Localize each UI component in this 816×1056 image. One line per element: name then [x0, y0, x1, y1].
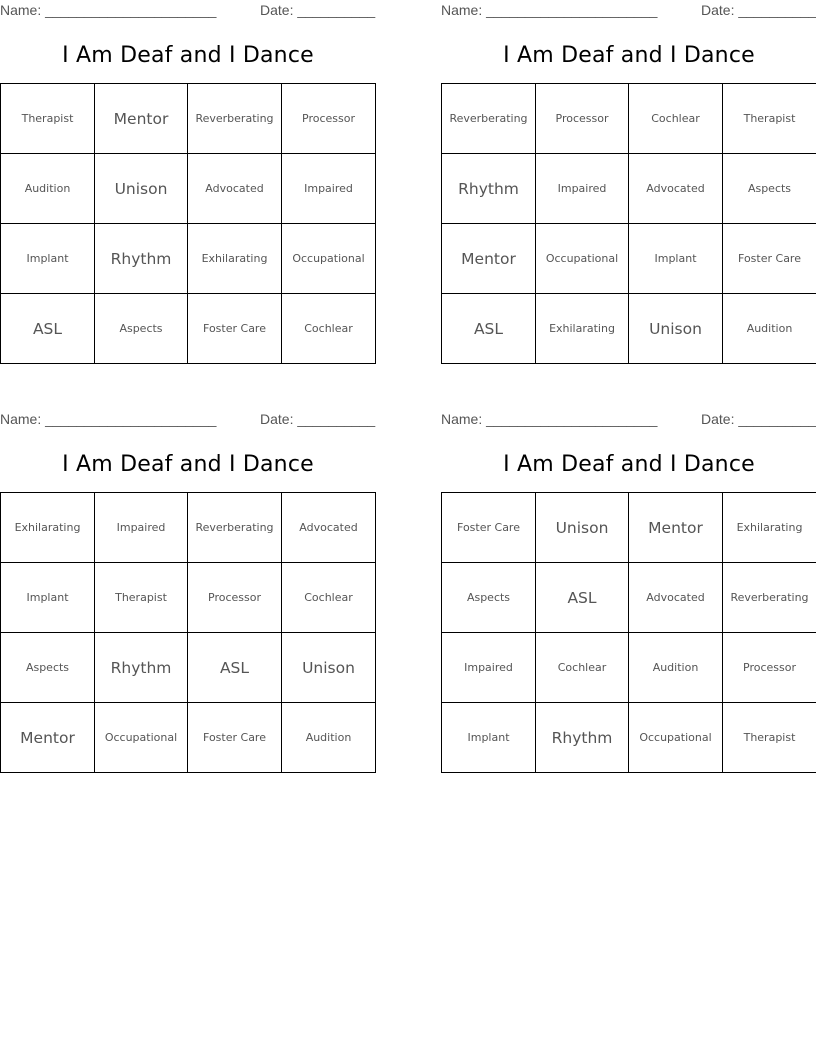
bingo-cell: Rhythm [536, 703, 629, 772]
bingo-cell: Occupational [629, 703, 723, 772]
bingo-cell: Exhilarating [723, 493, 816, 563]
bingo-cell: Cochlear [282, 563, 375, 633]
bingo-cell: Unison [282, 633, 375, 703]
bingo-cell: Reverberating [188, 84, 282, 154]
bingo-cell: Audition [746, 322, 793, 335]
card-title: I Am Deaf and I Dance [62, 43, 314, 68]
bingo-cell: Therapist [743, 731, 796, 744]
bingo-cell: Impaired [442, 633, 536, 703]
bingo-cell: Impaired [282, 154, 375, 224]
bingo-card-4 [441, 409, 816, 773]
bingo-cell: Foster Care [442, 493, 536, 563]
name-field: Name: ______________________ [0, 2, 217, 18]
bingo-cell: Exhilarating [1, 493, 95, 563]
card-header [441, 0, 816, 22]
card-header [441, 409, 816, 431]
bingo-cell: Aspects [95, 294, 188, 363]
card-header [0, 409, 376, 431]
bingo-cell: Unison [95, 154, 188, 224]
date-field: Date: __________ [701, 411, 816, 427]
bingo-cell: Mentor [1, 703, 95, 772]
bingo-cell: Implant [1, 224, 95, 294]
bingo-cell: Rhythm [95, 224, 188, 294]
bingo-cell: Rhythm [95, 633, 188, 703]
bingo-cell: Advocated [629, 154, 723, 224]
bingo-cell: Foster Care [188, 703, 282, 772]
bingo-cell: Rhythm [442, 154, 536, 224]
bingo-cell: Exhilarating [536, 294, 629, 363]
bingo-cell: Occupational [536, 224, 629, 294]
bingo-cell: Reverberating [723, 563, 816, 633]
bingo-grid [0, 83, 376, 364]
bingo-cell: Advocated [188, 154, 282, 224]
bingo-cell: Reverberating [442, 84, 536, 154]
bingo-cell: Foster Care [723, 224, 816, 294]
bingo-cell: Impaired [536, 154, 629, 224]
bingo-card-1 [0, 0, 376, 364]
bingo-cell: Occupational [282, 224, 375, 294]
bingo-cell: Implant [629, 224, 723, 294]
bingo-cell: Mentor [629, 493, 723, 563]
bingo-card-3 [0, 409, 376, 773]
bingo-cell: Mentor [442, 224, 536, 294]
bingo-grid [441, 492, 816, 773]
bingo-cell: Processor [536, 84, 629, 154]
bingo-cell: Reverberating [188, 493, 282, 563]
bingo-cell: ASL [188, 633, 282, 703]
name-field: Name: ______________________ [441, 2, 658, 18]
bingo-cell: Implant [442, 703, 536, 772]
card-header [0, 0, 376, 22]
bingo-cell: Cochlear [536, 633, 629, 703]
card-title: I Am Deaf and I Dance [503, 452, 755, 477]
bingo-cell: Processor [723, 633, 816, 703]
bingo-cell: Aspects [723, 154, 816, 224]
bingo-cell: Unison [629, 294, 723, 363]
bingo-card-2 [441, 0, 816, 364]
bingo-cell: Aspects [442, 563, 536, 633]
card-title: I Am Deaf and I Dance [503, 43, 755, 68]
bingo-cell: Exhilarating [188, 224, 282, 294]
bingo-cell: ASL [1, 294, 95, 363]
bingo-cell: Advocated [629, 563, 723, 633]
name-field: Name: ______________________ [0, 411, 217, 427]
bingo-cell: Impaired [95, 493, 188, 563]
bingo-grid [0, 492, 376, 773]
bingo-cell: Processor [282, 84, 375, 154]
bingo-cell: Foster Care [188, 294, 282, 363]
bingo-cell: Unison [536, 493, 629, 563]
bingo-cell: ASL [536, 563, 629, 633]
bingo-cell: Mentor [95, 84, 188, 154]
date-field: Date: __________ [701, 2, 816, 18]
date-field: Date: __________ [260, 2, 376, 18]
name-field: Name: ______________________ [441, 411, 658, 427]
bingo-cell: ASL [442, 294, 536, 363]
bingo-cell: Processor [188, 563, 282, 633]
date-field: Date: __________ [260, 411, 376, 427]
bingo-cell: Audition [629, 633, 723, 703]
bingo-cell: Therapist [1, 84, 95, 154]
bingo-cell: Cochlear [629, 84, 723, 154]
bingo-cell: Advocated [282, 493, 375, 563]
bingo-cell: Audition [305, 731, 352, 744]
bingo-cell: Audition [1, 154, 95, 224]
bingo-cell: Occupational [95, 703, 188, 772]
bingo-cell: Implant [1, 563, 95, 633]
bingo-grid [441, 83, 816, 364]
card-title: I Am Deaf and I Dance [62, 452, 314, 477]
bingo-cell: Aspects [1, 633, 95, 703]
bingo-cell: Therapist [723, 84, 816, 154]
bingo-cell: Cochlear [304, 322, 353, 335]
bingo-cell: Therapist [95, 563, 188, 633]
